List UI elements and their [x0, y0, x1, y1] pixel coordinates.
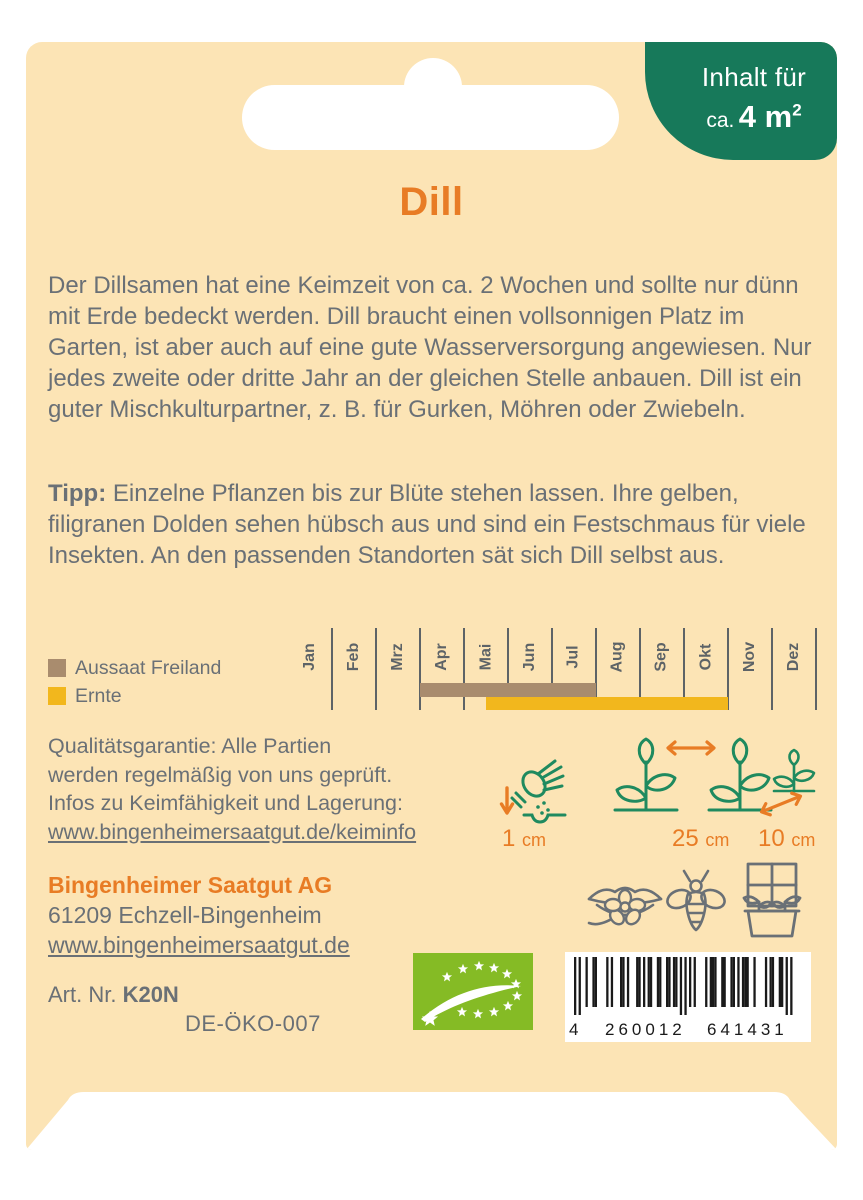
packet-bottom-cut	[26, 1092, 837, 1150]
month-label-jun: Jun	[520, 642, 538, 672]
badge-line2	[645, 99, 837, 135]
sowing-calendar-chart	[26, 628, 837, 712]
content-badge	[645, 42, 837, 160]
intro-paragraph: Der Dillsamen hat eine Keimzeit von ca. 2 Wochen und sollte nur dünn mit Erde bedeckt werden. Dill braucht einen vollsonnigen Platz im Garten, ist aber auch auf eine gute Wasserversorgung angewiesen. Nur jedes zweite oder dritte Jahr an der gleichen Stelle anbauen. Dill ist ein guter Mischkulturpartner, z. B. für Gurken, Möhren oder Zwiebeln.	[48, 272, 812, 423]
plant-spacing-label: 10 cm	[758, 825, 816, 852]
tip-paragraph	[48, 478, 818, 571]
month-label-feb: Feb	[344, 642, 362, 672]
badge-line1: Inhalt für	[701, 62, 807, 92]
legend-label-aussaat: Aussaat Freiland	[75, 656, 222, 679]
quality-line: werden regelmäßig von uns geprüft.	[48, 762, 393, 787]
plant-spacing-arrow-icon	[758, 790, 804, 818]
badge-prefix: ca.	[706, 109, 735, 132]
quality-line: Infos zu Keimfähigkeit und Lagerung:	[48, 791, 403, 815]
legend-aussaat	[48, 656, 221, 680]
ean13-barcode: 4 260012 641431	[565, 952, 811, 1042]
calendar-bar-ernte	[486, 697, 728, 710]
hand-sowing-seeds-icon	[498, 754, 568, 826]
month-label-mrz: Mrz	[389, 643, 406, 671]
month-label-dez: Dez	[784, 642, 802, 672]
month-label-nov: Nov	[740, 641, 758, 673]
month-label-sep: Sep	[653, 642, 670, 672]
bee-icon	[665, 868, 727, 940]
page-title: Dill	[399, 180, 464, 224]
company-website: www.bingenheimersaatgut.de	[48, 932, 350, 958]
hang-hole	[242, 85, 619, 150]
month-label-mai: Mai	[476, 643, 494, 671]
month-label-aug: Aug	[608, 641, 626, 673]
month-label-apr: Apr	[433, 643, 450, 671]
legend-label-ernte: Ernte	[75, 684, 122, 707]
company-block	[48, 870, 350, 960]
small-plant-icon	[770, 748, 818, 794]
eco-control-code: DE-ÖKO-007	[185, 1011, 321, 1036]
legend-ernte	[48, 684, 122, 708]
keiminfo-url: www.bingenheimersaatgut.de/keiminfo	[48, 819, 417, 844]
month-gridline	[815, 628, 817, 710]
quality-line: Qualitätsgarantie: Alle Partien	[48, 734, 332, 758]
legend-swatch-ernte	[48, 687, 66, 705]
calendar-bar-aussaat	[420, 683, 596, 697]
eu-organic-leaf-logo	[413, 953, 533, 1030]
legend-swatch-aussaat	[48, 659, 66, 677]
tip-text: Einzelne Pflanzen bis zur Blüte stehen lassen. Ihre gelben, filigranen Dolden sehen hübsch aus und sind ein Festschmaus für viele Insekten. An den passenden Standorten sät sich Dill selbst aus.	[48, 480, 806, 569]
quality-block	[48, 732, 416, 846]
month-label-jul: Jul	[565, 645, 582, 669]
company-address: 61209 Echzell-Bingenheim	[48, 902, 322, 928]
tip-label: Tipp:	[48, 480, 107, 507]
row-spacing-label: 25 cm	[672, 825, 730, 852]
packet-panel	[26, 42, 837, 1150]
badge-value: 4 $m^2$	[738, 99, 802, 134]
month-label-okt: Okt	[696, 643, 714, 671]
article-number: Art. Nr. K20N	[48, 982, 179, 1007]
lips-flower-icon	[585, 877, 665, 937]
sowing-depth-label: 1 cm	[502, 825, 547, 852]
window-planter-icon	[738, 862, 804, 940]
month-label-jan: Jan	[300, 643, 318, 671]
company-name: Bingenheimer Saatgut AG	[48, 872, 333, 898]
